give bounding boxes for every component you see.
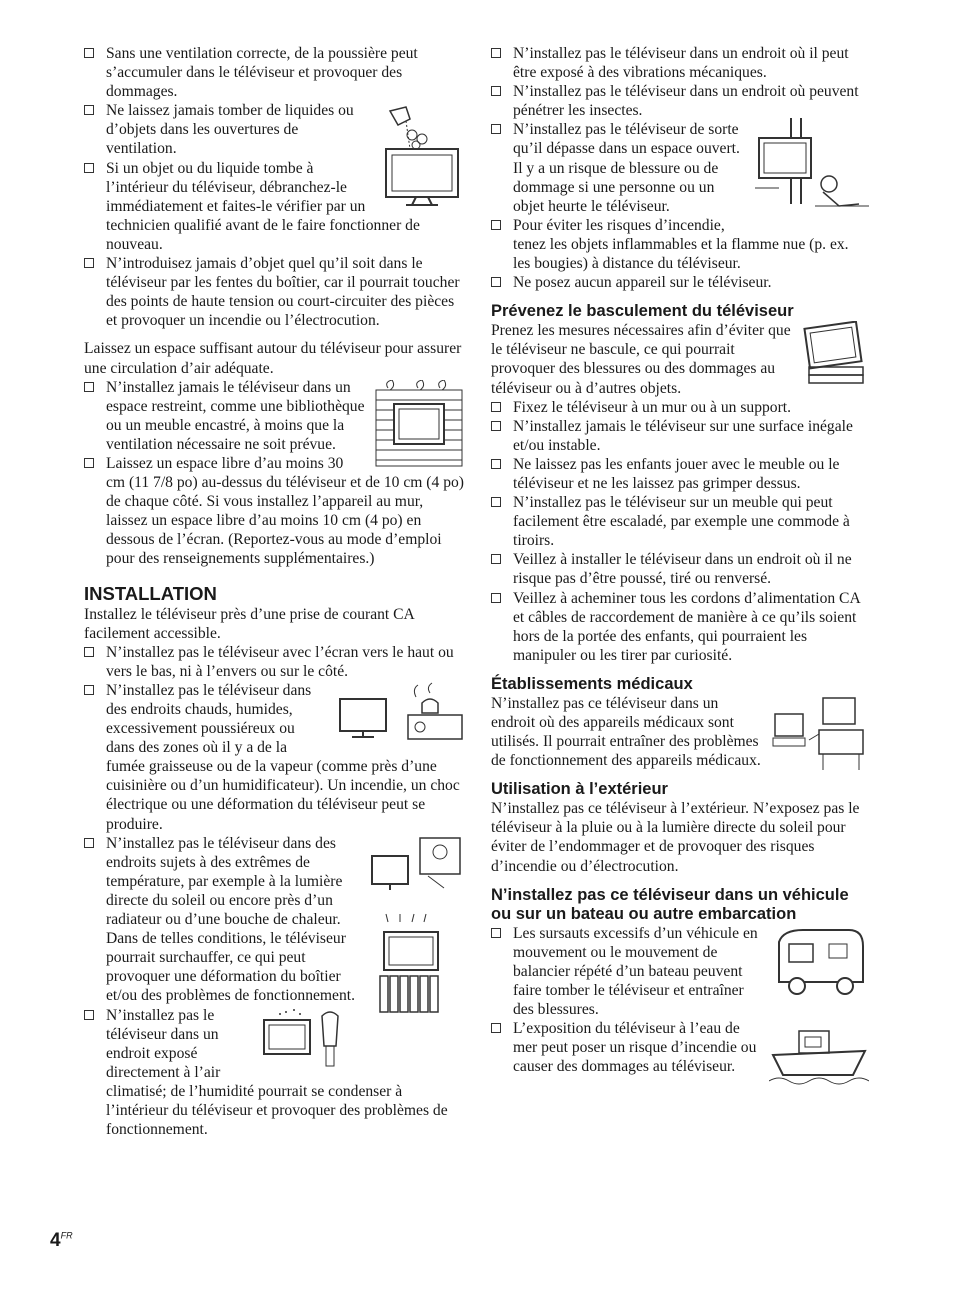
list-item: N’installez pas le téléviseur dans un endroit où peuvent pénétrer les insectes. — [491, 82, 869, 120]
outdoor-paragraph: N’installez pas ce téléviseur à l’extérieur. N’exposez pas le téléviseur à la pluie ou à la lumière directe du soleil pour éviter de l’endommager et de provoquer des risques d’incendie ou d’électrocution. — [491, 800, 860, 875]
medical-room-illustration — [769, 694, 869, 774]
list-item: N’installez jamais le téléviseur dans un espace restreint, comme une bibliothèque ou un meuble encastré, à moins que la ventilation nécessaire ne soit prévue. — [84, 378, 464, 454]
outdoor-heading: Utilisation à l’extérieur — [491, 780, 668, 799]
list-item: Veillez à acheminer tous les cordons d’alimentation CA et câbles de raccordement de manière à ce qu’ils soient hors de la portée des enfants, qui pourraient les manipuler ou les tirer par curiosité. — [491, 589, 869, 665]
list-item: N’installez pas le téléviseur sur un meuble qui peut facilement être escaladé, par exemple une commode à tiroirs. — [491, 493, 869, 550]
tip-over-heading: Prévenez le basculement du téléviseur — [491, 302, 794, 321]
list-item: Laissez un espace libre d’au moins 30 cm (11 7/8 po) au-dessus du téléviseur et de 10 cm (4 po) de chaque côté. Si vous installez l’appareil au mur, laissez un espace libre d’au moins 10 cm (4 po) en dessous de l’écran. (Reportez-vous au mode d’emploi pour des renseignements supplémentaires.) — [84, 454, 464, 569]
tip-over-paragraph: Prenez les mesures nécessaires afin d’éviter que le téléviseur ne bascule, ce qui pourrait provoquer des blessures ou des dommages au téléviseur ou à d’autres objets. — [491, 322, 791, 397]
list-item: Si un objet ou du liquide tombe à l’intérieur du téléviseur, débranchez-le immédiatement et faites-le vérifier par un technicien qualifié avant de le faire fonctionner de nouveau. — [84, 159, 464, 254]
list-item: L’exposition du téléviseur à l’eau de mer peut poser un risque d’incendie ou causer des dommages au téléviseur. — [491, 1019, 869, 1076]
medical-paragraph: N’installez pas ce téléviseur dans un endroit où des appareils médicaux sont utilisés. Il pourrait entraîner des problèmes de fonctionnement des appareils médicaux. — [491, 694, 761, 770]
list-item: N’installez pas le téléviseur dans un endroit où il peut être exposé à des vibrations mécaniques. — [491, 44, 869, 82]
list-item: N’installez pas le téléviseur dans un endroit exposé directement à l’air climatisé; de l’humidité pourrait se condenser à l’intérieur du téléviseur et provoquer des problèmes de fonctionnement. — [84, 1006, 464, 1140]
page-number: $4^{FR}$ — [50, 1230, 73, 1251]
list-item: Veillez à installer le téléviseur dans un endroit où il ne risque pas d’être poussé, tiré ou renversé. — [491, 550, 869, 588]
list-item: Les sursauts excessifs d’un véhicule en mouvement ou le mouvement de balancier répété d’un bateau peuvent faire tomber le téléviseur et entraîner des blessures. — [491, 924, 869, 1019]
list-item: N’installez pas le téléviseur avec l’écran vers le haut ou vers le bas, ni à l’envers ou sur le côté. — [84, 643, 464, 681]
list-item: Pour éviter les risques d’incendie, tenez les objets inflammables et la flamme nue (p. ex. les bougies) à distance du téléviseur. — [491, 216, 869, 273]
space-paragraph: Laissez un espace suffisant autour du téléviseur pour assurer une circulation d’air adéquate. — [84, 340, 462, 377]
medical-heading: Établissements médicaux — [491, 674, 693, 693]
tv-on-stand-illustration — [799, 321, 869, 385]
list-item: N’installez pas le téléviseur de sorte qu’il dépasse dans un espace ouvert. Il y a un risque de blessure ou de dommage si une personne ou un objet heurte le téléviseur. — [491, 120, 869, 215]
right-column — [491, 44, 869, 1089]
left-column — [84, 44, 464, 1139]
installation-heading: INSTALLATION — [84, 582, 217, 604]
list-item: N’installez pas le téléviseur dans des endroits sujets à des extrêmes de température, par exemple à la lumière directe du soleil ou encore près d’un radiateur ou d’une bouche de chaleur. Dans de telles conditions, le téléviseur pourrait surchauffer, ce qui peut provoquer une déformation du boîtier et/ou des problèmes de fonctionnement. — [84, 834, 464, 1006]
installation-paragraph: Installez le téléviseur près d’une prise de courant CA facilement accessible. — [84, 605, 414, 642]
list-item: N’installez jamais le téléviseur sur une surface inégale et/ou instable. — [491, 417, 869, 455]
list-item: Ne posez aucun appareil sur le téléviseur. — [491, 273, 869, 292]
list-item: Ne laissez pas les enfants jouer avec le meuble ou le téléviseur et ne les laissez pas grimper dessus. — [491, 455, 869, 493]
vehicle-heading: N’installez pas ce téléviseur dans un véhicule ou sur un bateau ou autre embarcation — [491, 885, 849, 923]
list-item: N’installez pas le téléviseur dans des endroits chauds, humides, excessivement poussiéreux ou dans des zones où il y a de la fumée graisseuse ou de la vapeur (comme près d’une cuisinière ou d’un humidificateur). Un incendie, un choc électrique ou une déformation du téléviseur peut se produire. — [84, 681, 464, 834]
list-item: Sans une ventilation correcte, de la poussière peut s’accumuler dans le téléviseur et provoquer des dommages. — [84, 44, 464, 101]
list-item: Ne laissez jamais tomber de liquides ou d’objets dans les ouvertures de ventilation. — [84, 101, 464, 158]
list-item: Fixez le téléviseur à un mur ou à un support. — [491, 398, 869, 417]
list-item: N’introduisez jamais d’objet quel qu’il soit dans le téléviseur par les fentes du boîtier, car il pourrait toucher des points de haute tension ou court-circuiter des pièces et provoquer un incendie ou l’électrocution. — [84, 254, 464, 330]
